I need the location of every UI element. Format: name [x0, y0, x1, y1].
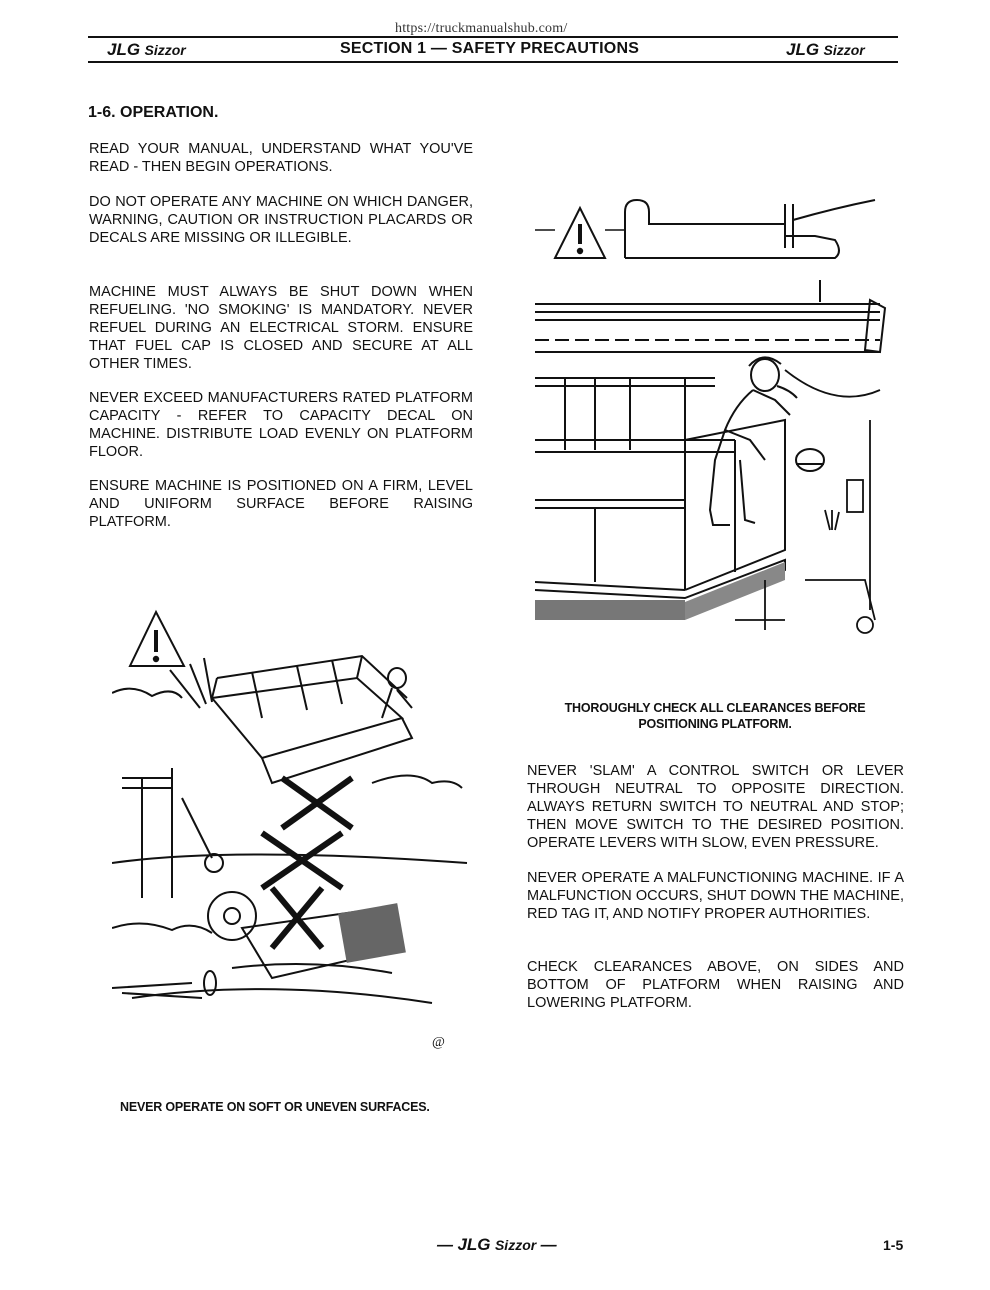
brand-big: JLG [107, 40, 141, 59]
brand-small: Sizzor [823, 42, 865, 58]
url-watermark[interactable]: https://truckmanualshub.com/ [395, 21, 568, 36]
paragraph-refueling: MACHINE MUST ALWAYS BE SHUT DOWN WHEN REFUELING. 'NO SMOKING' IS MANDATORY. NEVER REFUEL DURING AN ELECTRICAL STORM. ENSURE THAT FUEL CAP IS CLOSED AND SECURE AT ALL OTHER TIMES. [89, 284, 473, 372]
footer-dash-left: — [437, 1237, 458, 1254]
paragraph-malfunction: NEVER OPERATE A MALFUNCTIONING MACHINE. IF A MALFUNCTION OCCURS, SHUT DOWN THE MACHINE, RED TAG IT, AND NOTIFY PROPER AUTHORITIES. [527, 870, 904, 922]
header-brand-left [107, 40, 186, 60]
caption-line: THOROUGHLY CHECK ALL CLEARANCES BEFORE [564, 701, 866, 715]
header-brand-right [786, 40, 865, 60]
paragraph-missing-placards: DO NOT OPERATE ANY MACHINE ON WHICH DANGER, WARNING, CAUTION OR INSTRUCTION PLACARDS OR DECALS ARE MISSING OR ILLEGIBLE. [89, 194, 473, 246]
section-title: SECTION 1 — SAFETY PRECAUTIONS [340, 40, 640, 57]
brand-big: JLG [786, 40, 820, 59]
caption-clearances [550, 700, 880, 732]
brand-big: JLG [457, 1235, 491, 1254]
caption-line: POSITIONING PLATFORM. [638, 717, 792, 731]
illustration-signature: @ [432, 1035, 445, 1050]
caption-surfaces: NEVER OPERATE ON SOFT OR UNEVEN SURFACES. [120, 1100, 430, 1114]
floor-hatch [535, 600, 685, 620]
footer-brand [437, 1235, 557, 1255]
tilted-platform [212, 656, 412, 783]
footer-dash-right: — [536, 1237, 557, 1254]
section-heading: 1-6. OPERATION. [88, 104, 219, 121]
worker-figure [710, 357, 797, 525]
paragraph-check-clearances: CHECK CLEARANCES ABOVE, ON SIDES AND BOTTOM OF PLATFORM WHEN RAISING AND LOWERING PLATFORM. [527, 959, 904, 1011]
paragraph-read-manual: READ YOUR MANUAL, UNDERSTAND WHAT YOU'VE READ - THEN BEGIN OPERATIONS. [89, 141, 473, 175]
paragraph-slam-switch: NEVER 'SLAM' A CONTROL SWITCH OR LEVER THROUGH NEUTRAL TO OPPOSITE DIRECTION. ALWAYS RETURN SWITCH TO NEUTRAL AND STOP; THEN MOVE SWITCH TO THE DESIRED POSITION. OPERATE LEVERS WITH SLOW, EVEN PRESSURE. [527, 763, 904, 851]
header-top-rule [88, 36, 898, 38]
brand-small: Sizzor [144, 42, 186, 58]
header-bottom-rule [88, 61, 898, 63]
tipping-lift-illustration [112, 608, 472, 1058]
warning-triangle-icon [535, 208, 625, 258]
hardhat-icon [796, 449, 824, 471]
brand-small: Sizzor [494, 1237, 537, 1253]
clearance-illustration [535, 190, 890, 645]
paragraph-firm-surface: ENSURE MACHINE IS POSITIONED ON A FIRM, LEVEL AND UNIFORM SURFACE BEFORE RAISING PLATFORM. [89, 478, 473, 530]
page-number: 1-5 [883, 1237, 904, 1253]
warning-triangle-icon [130, 612, 184, 666]
paragraph-capacity: NEVER EXCEED MANUFACTURERS RATED PLATFORM CAPACITY - REFER TO CAPACITY DECAL ON MACHINE. DISTRIBUTE LOAD EVENLY ON PLATFORM FLOOR. [89, 390, 473, 460]
